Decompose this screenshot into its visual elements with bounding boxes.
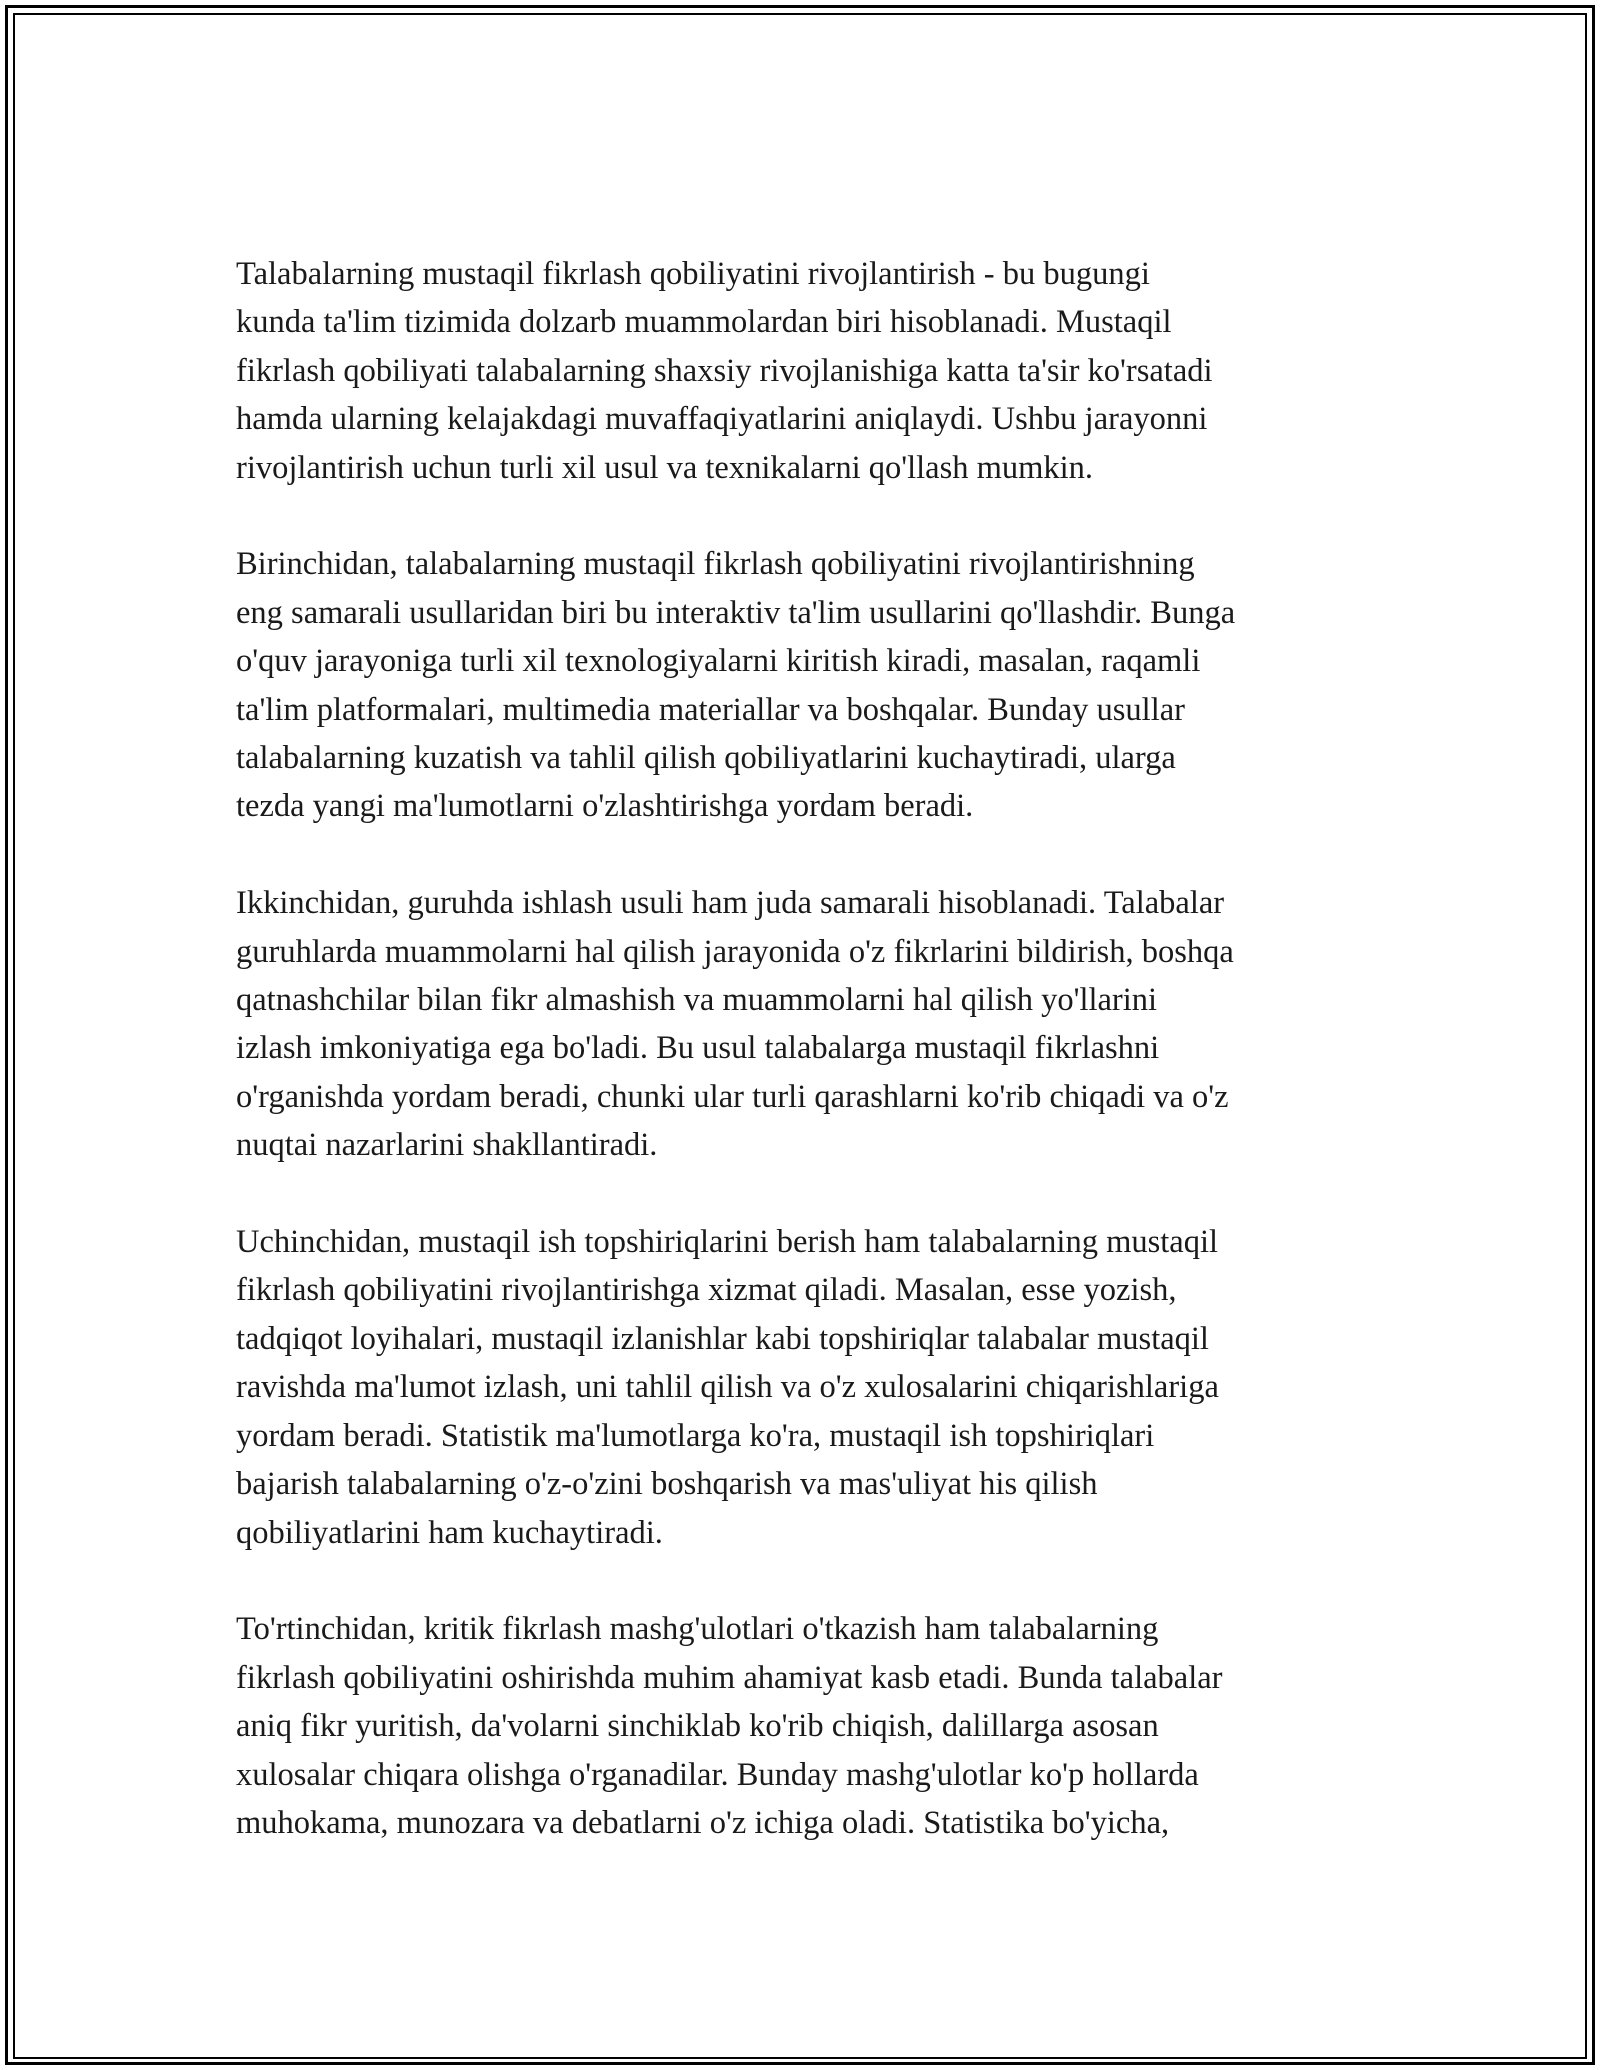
paragraph-first-method: Birinchidan, talabalarning mustaqil fikrlash qobiliyatini rivojlantirishning eng samarali usullaridan biri bu interaktiv ta'lim usullarini qo'llashdir. Bunga o'quv jarayoniga turli xil texnologiyalarni kiritish kiradi, masalan, raqamli ta'lim platformalari, multimedia materiallar va boshqalar. Bunday usullar talabalarning kuzatish va tahlil qilish qobiliyatlarini kuchaytiradi, ularga tezda yangi ma'lumotlarni o'zlashtirishga yordam beradi. bbox=[236, 546, 1236, 825]
document-body bbox=[236, 250, 1376, 1896]
paragraph-intro: Talabalarning mustaqil fikrlash qobiliyatini rivojlantirish - bu bugungi kunda ta'lim tizimida dolzarb muammolardan biri hisoblanadi. Mustaqil fikrlash qobiliyati talabalarning shaxsiy rivojlanishiga katta ta'sir ko'rsatadi hamda ularning kelajakdagi muvaffaqiyatlarini aniqlaydi. Ushbu jarayonni rivojlantirish uchun turli xil usul va texnikalarni qo'llash mumkin. bbox=[236, 256, 1213, 486]
paragraph-fourth-method: To'rtinchidan, kritik fikrlash mashg'ulotlari o'tkazish ham talabalarning fikrlash qobiliyatini oshirishda muhim ahamiyat kasb etadi. Bunda talabalar aniq fikr yuritish, da'volarni sinchiklab ko'rib chiqish, dalillarga asosan xulosalar chiqara olishga o'rganadilar. Bunday mashg'ulotlar ko'p hollarda muhokama, munozara va debatlarni o'z ichiga oladi. Statistika bo'yicha, bbox=[236, 1611, 1223, 1841]
paragraph-second-method: Ikkinchidan, guruhda ishlash usuli ham juda samarali hisoblanadi. Talabalar guruhlarda muammolarni hal qilish jarayonida o'z fikrlarini bildirish, boshqa qatnashchilar bilan fikr almashish va muammolarni hal qilish yo'llarini izlash imkoniyatiga ega bo'ladi. Bu usul talabalarga mustaqil fikrlashni o'rganishda yordam beradi, chunki ular turli qarashlarni ko'rib chiqadi va o'z nuqtai nazarlarini shakllantiradi. bbox=[236, 885, 1234, 1164]
paragraph-third-method: Uchinchidan, mustaqil ish topshiriqlarini berish ham talabalarning mustaqil fikrlash qobiliyatini rivojlantirishga xizmat qiladi. Masalan, esse yozish, tadqiqot loyihalari, mustaqil izlanishlar kabi topshiriqlar talabalar mustaqil ravishda ma'lumot izlash, uni tahlil qilish va o'z xulosalarini chiqarishlariga yordam beradi. Statistik ma'lumotlarga ko'ra, mustaqil ish topshiriqlari bajarish talabalarning o'z-o'zini boshqarish va mas'uliyat his qilish qobiliyatlarini ham kuchaytiradi. bbox=[236, 1224, 1219, 1551]
